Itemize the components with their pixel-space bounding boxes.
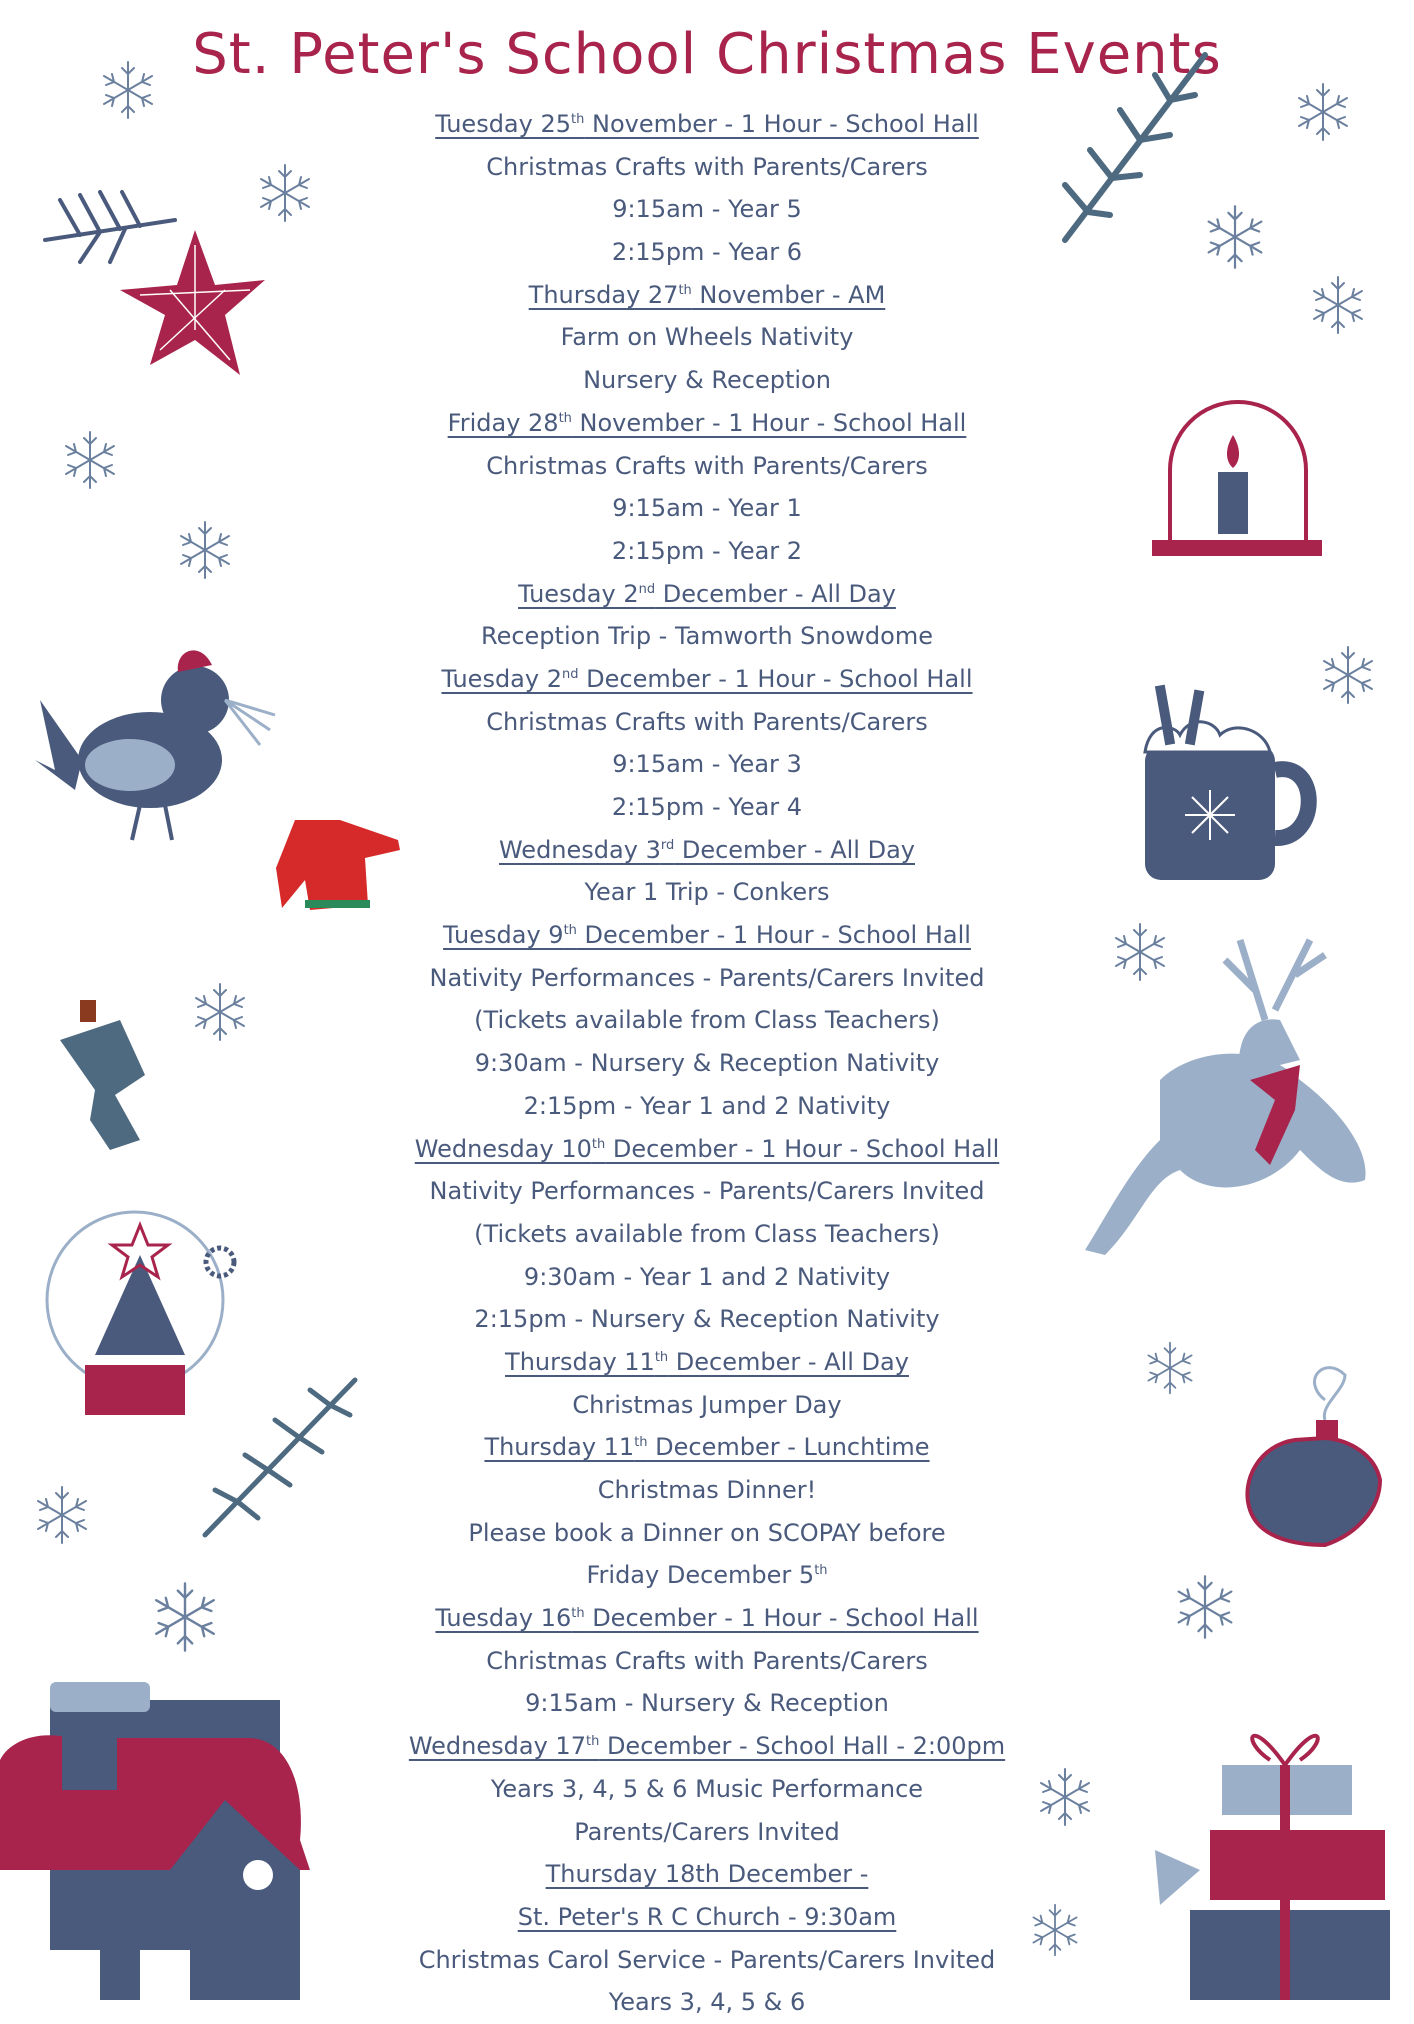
snowflake-icon (1148, 1343, 1191, 1393)
snowflake-icon (1314, 277, 1362, 333)
line-text: (Tickets available from Class Teachers) (474, 1006, 940, 1035)
ordinal-suffix: nd (638, 581, 656, 597)
line-text-rest: December - All Day (655, 579, 896, 608)
line-text-rest: December - 1 Hour - School Hall (578, 664, 973, 693)
star-ornament-icon (120, 230, 265, 375)
event-detail (357, 1981, 1057, 2024)
event-heading (357, 1341, 1057, 1384)
event-detail (357, 1213, 1057, 1256)
line-text: Parents/Carers Invited (574, 1817, 840, 1846)
event-detail (357, 1256, 1057, 1299)
line-text: Nativity Performances - Parents/Carers Invited (429, 1177, 985, 1206)
event-detail (357, 999, 1057, 1042)
line-text: Thursday 11 (484, 1433, 635, 1462)
line-text: 2:15pm - Year 4 (611, 793, 803, 821)
bird-icon (35, 650, 275, 840)
line-text: Tuesday 16 (435, 1604, 572, 1633)
snowflake-icon (1324, 647, 1372, 703)
line-text: 9:15am - Year 5 (612, 195, 802, 224)
page-title: St. Peter's School Christmas Events (192, 22, 1222, 87)
event-detail (357, 1512, 1057, 1555)
line-text: Reception Trip - Tamworth Snowdome (480, 622, 933, 651)
snowflake-icon (1116, 924, 1164, 980)
line-text: 2:15pm - Year 2 (611, 536, 803, 565)
line-text: Thursday 11 (505, 1347, 655, 1376)
snowflake-icon (156, 1583, 214, 1650)
line-text: 2:15pm - Year 1 and 2 Nativity (523, 1091, 891, 1120)
line-text: Christmas Dinner! (597, 1476, 817, 1504)
event-heading (357, 1725, 1057, 1768)
event-heading (357, 402, 1057, 445)
line-text-rest: December - All Day (668, 1347, 909, 1376)
line-text: Farm on Wheels Nativity (560, 323, 854, 352)
line-text: 9:15am - Nursery & Reception (525, 1689, 889, 1718)
snowflake-icon (1209, 206, 1262, 268)
event-detail (357, 957, 1057, 1000)
event-heading (357, 1426, 1057, 1469)
line-text: Christmas Crafts with Parents/Carers (486, 707, 928, 736)
line-text: Tuesday 25 (435, 110, 572, 138)
bauble-icon (1247, 1368, 1380, 1545)
event-heading (357, 914, 1057, 957)
ordinal-suffix: th (563, 923, 577, 939)
line-text: Thursday 27 (528, 280, 679, 309)
snowflake-icon (196, 984, 244, 1040)
line-text: Christmas Crafts with Parents/Carers (486, 152, 928, 181)
line-text: Nativity Performances - Parents/Carers Invited (429, 963, 985, 992)
ordinal-suffix: th (654, 1349, 669, 1365)
line-text: Thursday 18th December - (545, 1860, 869, 1889)
ordinal-suffix: th (558, 410, 572, 426)
line-text-rest: December - 1 Hour - School Hall (576, 921, 971, 950)
event-detail (357, 743, 1057, 786)
line-text: 2:15pm - Year 6 (611, 238, 803, 267)
event-detail (357, 231, 1057, 274)
cocoa-mug-icon (1145, 685, 1309, 880)
line-text-rest: December - School Hall - 2:00pm (599, 1732, 1006, 1761)
house-icon (0, 1682, 310, 2000)
event-detail (357, 1640, 1057, 1683)
ordinal-suffix: rd (660, 837, 675, 853)
line-text: 9:15am - Year 1 (612, 494, 802, 523)
snowflake-icon (38, 1487, 86, 1543)
snowflake-icon (1179, 1576, 1232, 1638)
event-heading (357, 103, 1057, 146)
events-list (357, 103, 1057, 2024)
line-text: (Tickets available from Class Teachers) (474, 1219, 940, 1248)
line-text: Tuesday 2 (518, 579, 639, 608)
event-heading (357, 274, 1057, 317)
event-detail (357, 316, 1057, 359)
ordinal-suffix: th (678, 282, 692, 298)
event-detail (357, 1042, 1057, 1085)
ordinal-suffix: nd (562, 666, 579, 682)
line-text: Nursery & Reception (583, 366, 831, 395)
event-detail (357, 1384, 1057, 1427)
line-text-rest: December - All Day (674, 835, 915, 864)
line-text-rest: November - 1 Hour - School Hall (571, 408, 967, 437)
line-text: Christmas Jumper Day (572, 1390, 842, 1419)
snow-globe-candle-icon (1152, 402, 1322, 556)
event-heading (357, 1128, 1057, 1171)
snowflake-icon (1299, 84, 1347, 140)
event-heading (357, 1853, 1057, 1896)
event-detail (357, 359, 1057, 402)
line-text: Christmas Crafts with Parents/Carers (486, 451, 928, 480)
event-detail (357, 1768, 1057, 1811)
line-text: Friday 28 (447, 408, 559, 437)
ordinal-suffix: th (814, 1563, 828, 1579)
event-detail (357, 530, 1057, 573)
event-detail (357, 487, 1057, 530)
line-text: Christmas Crafts with Parents/Carers (486, 1646, 928, 1675)
line-text: Tuesday 9 (443, 921, 564, 950)
event-detail (357, 871, 1057, 914)
line-text: Please book a Dinner on SCOPAY before (468, 1518, 946, 1547)
event-heading (357, 658, 1057, 701)
snow-globe-tree-icon (47, 1212, 234, 1415)
line-text: Wednesday 17 (408, 1732, 586, 1761)
ordinal-suffix: th (585, 1734, 600, 1750)
event-detail (357, 615, 1057, 658)
ordinal-suffix: th (571, 1606, 585, 1622)
line-text: 9:30am - Nursery & Reception Nativity (474, 1049, 940, 1078)
reindeer-icon (1085, 940, 1366, 1255)
line-text: 9:15am - Year 3 (612, 750, 802, 779)
ordinal-suffix: th (634, 1435, 648, 1451)
ordinal-suffix: th (571, 112, 585, 127)
event-detail (357, 1682, 1057, 1725)
event-detail (357, 701, 1057, 744)
event-detail (357, 146, 1057, 189)
line-text-rest: November - 1 Hour - School Hall (584, 110, 979, 138)
event-detail (357, 1469, 1057, 1512)
line-text-rest: December - Lunchtime (647, 1433, 930, 1462)
line-text: Christmas Carol Service - Parents/Carers Invited (418, 1945, 996, 1974)
event-heading (357, 573, 1057, 616)
event-detail (357, 786, 1057, 829)
ordinal-suffix: th (591, 1136, 606, 1152)
event-detail (357, 1554, 1057, 1597)
line-text: Wednesday 10 (414, 1134, 592, 1163)
event-detail (357, 1170, 1057, 1213)
line-text: Years 3, 4, 5 & 6 Music Performance (490, 1774, 924, 1803)
snowflake-icon (66, 432, 114, 488)
line-text-rest: December - 1 Hour - School Hall (605, 1134, 1000, 1163)
event-detail (357, 1298, 1057, 1341)
snowflake-icon (181, 522, 229, 578)
event-detail (357, 445, 1057, 488)
line-text: Years 3, 4, 5 & 6 (608, 1988, 806, 2017)
event-heading (357, 1896, 1057, 1939)
line-text-rest: November - AM (691, 280, 886, 309)
line-text: 9:30am - Year 1 and 2 Nativity (523, 1262, 891, 1291)
line-text: Friday December 5 (586, 1561, 815, 1590)
presents-icon (1155, 1736, 1390, 2000)
pine-branch-icon (205, 1380, 355, 1535)
snowflake-icon (261, 165, 309, 221)
pine-branch-icon (45, 192, 175, 262)
line-text: St. Peter's R C Church - 9:30am (517, 1902, 897, 1931)
line-text: Year 1 Trip - Conkers (584, 878, 830, 907)
line-text-rest: December - 1 Hour - School Hall (584, 1604, 979, 1633)
event-detail (357, 188, 1057, 231)
event-detail (357, 1811, 1057, 1854)
event-detail (357, 1085, 1057, 1128)
line-text: Tuesday 2 (441, 664, 562, 693)
event-heading (357, 1597, 1057, 1640)
event-heading (357, 829, 1057, 872)
event-detail (357, 1939, 1057, 1982)
bauble-icon (60, 1000, 145, 1150)
line-text: 2:15pm - Nursery & Reception Nativity (474, 1305, 940, 1334)
line-text: Wednesday 3 (498, 835, 661, 864)
